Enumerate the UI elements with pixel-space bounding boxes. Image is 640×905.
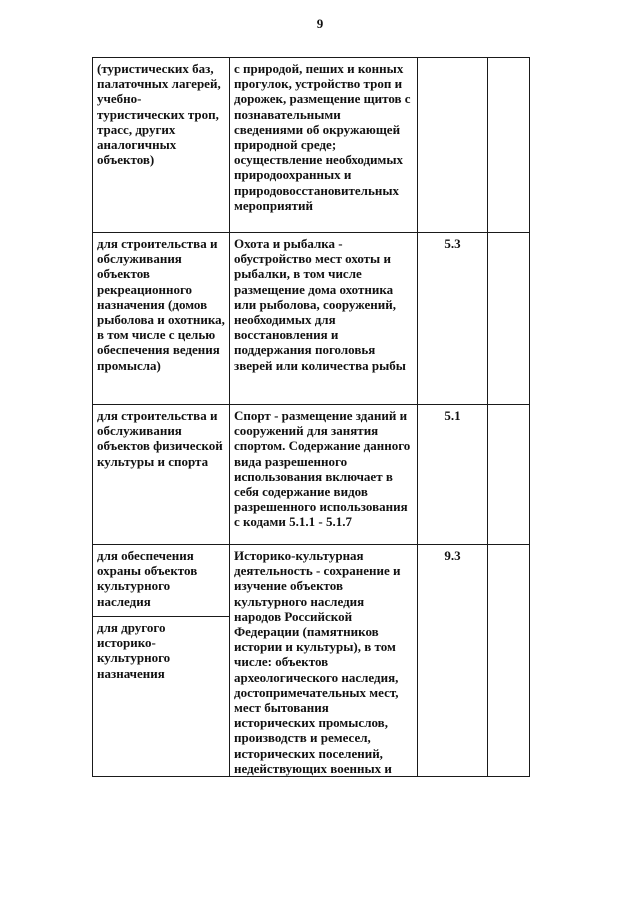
description-cell: Спорт - размещение зданий и сооружений для занятия спортом. Содержание данного вида разрешенного использования включает в себя содержание видов разрешенного использования с кодами 5.1.1 - 5.1.7 [230,405,418,545]
extra-cell [488,233,530,405]
table-row [93,233,530,405]
purpose-subcell: для другого историко-культурного назначения [97,620,171,681]
description-cell: Историко-культурная деятельность - сохранение и изучение объектов культурного наследия народов Российской Федерации (памятников истории и культуры), в том числе: объектов археологического наследия, достопримечательных мест, мест бытования исторических промыслов, производств и ремесел, исторических поселений, недействующих военных и [230,545,418,777]
description-cell: с природой, пеших и конных прогулок, устройство троп и дорожек, размещение щитов с познавательными сведениями об окружающей природной среде; осуществление необходимых природоохранных и природовосстановительных мероприятий [230,58,418,233]
purpose-subcell: для обеспечения охраны объектов культурного наследия [93,545,229,617]
purpose-cell: (туристических баз, палаточных лагерей, учебно-туристических троп, трасс, других аналогичных объектов) [93,58,230,233]
purpose-cell: для строительства и обслуживания объектов рекреационного назначения (домов рыболова и охотника, в том числе с целью обеспечения ведения промысла) [93,233,230,405]
table-row [93,405,530,545]
purpose-cell-split [93,545,230,777]
purpose-cell: для строительства и обслуживания объектов физической культуры и спорта [93,405,230,545]
code-cell [418,58,488,233]
table-row [93,545,530,777]
land-use-table [92,57,530,777]
description-cell: Охота и рыбалка - обустройство мест охоты и рыбалки, в том числе размещение дома охотника или рыболова, сооружений, необходимых для восстановления и поддержания поголовья зверей или количества рыбы [230,233,418,405]
code-cell: 5.3 [418,233,488,405]
code-cell: 5.1 [418,405,488,545]
extra-cell [488,545,530,777]
code-cell: 9.3 [418,545,488,777]
extra-cell [488,405,530,545]
page-number: 9 [316,16,324,31]
table-row [93,58,530,233]
extra-cell [488,58,530,233]
